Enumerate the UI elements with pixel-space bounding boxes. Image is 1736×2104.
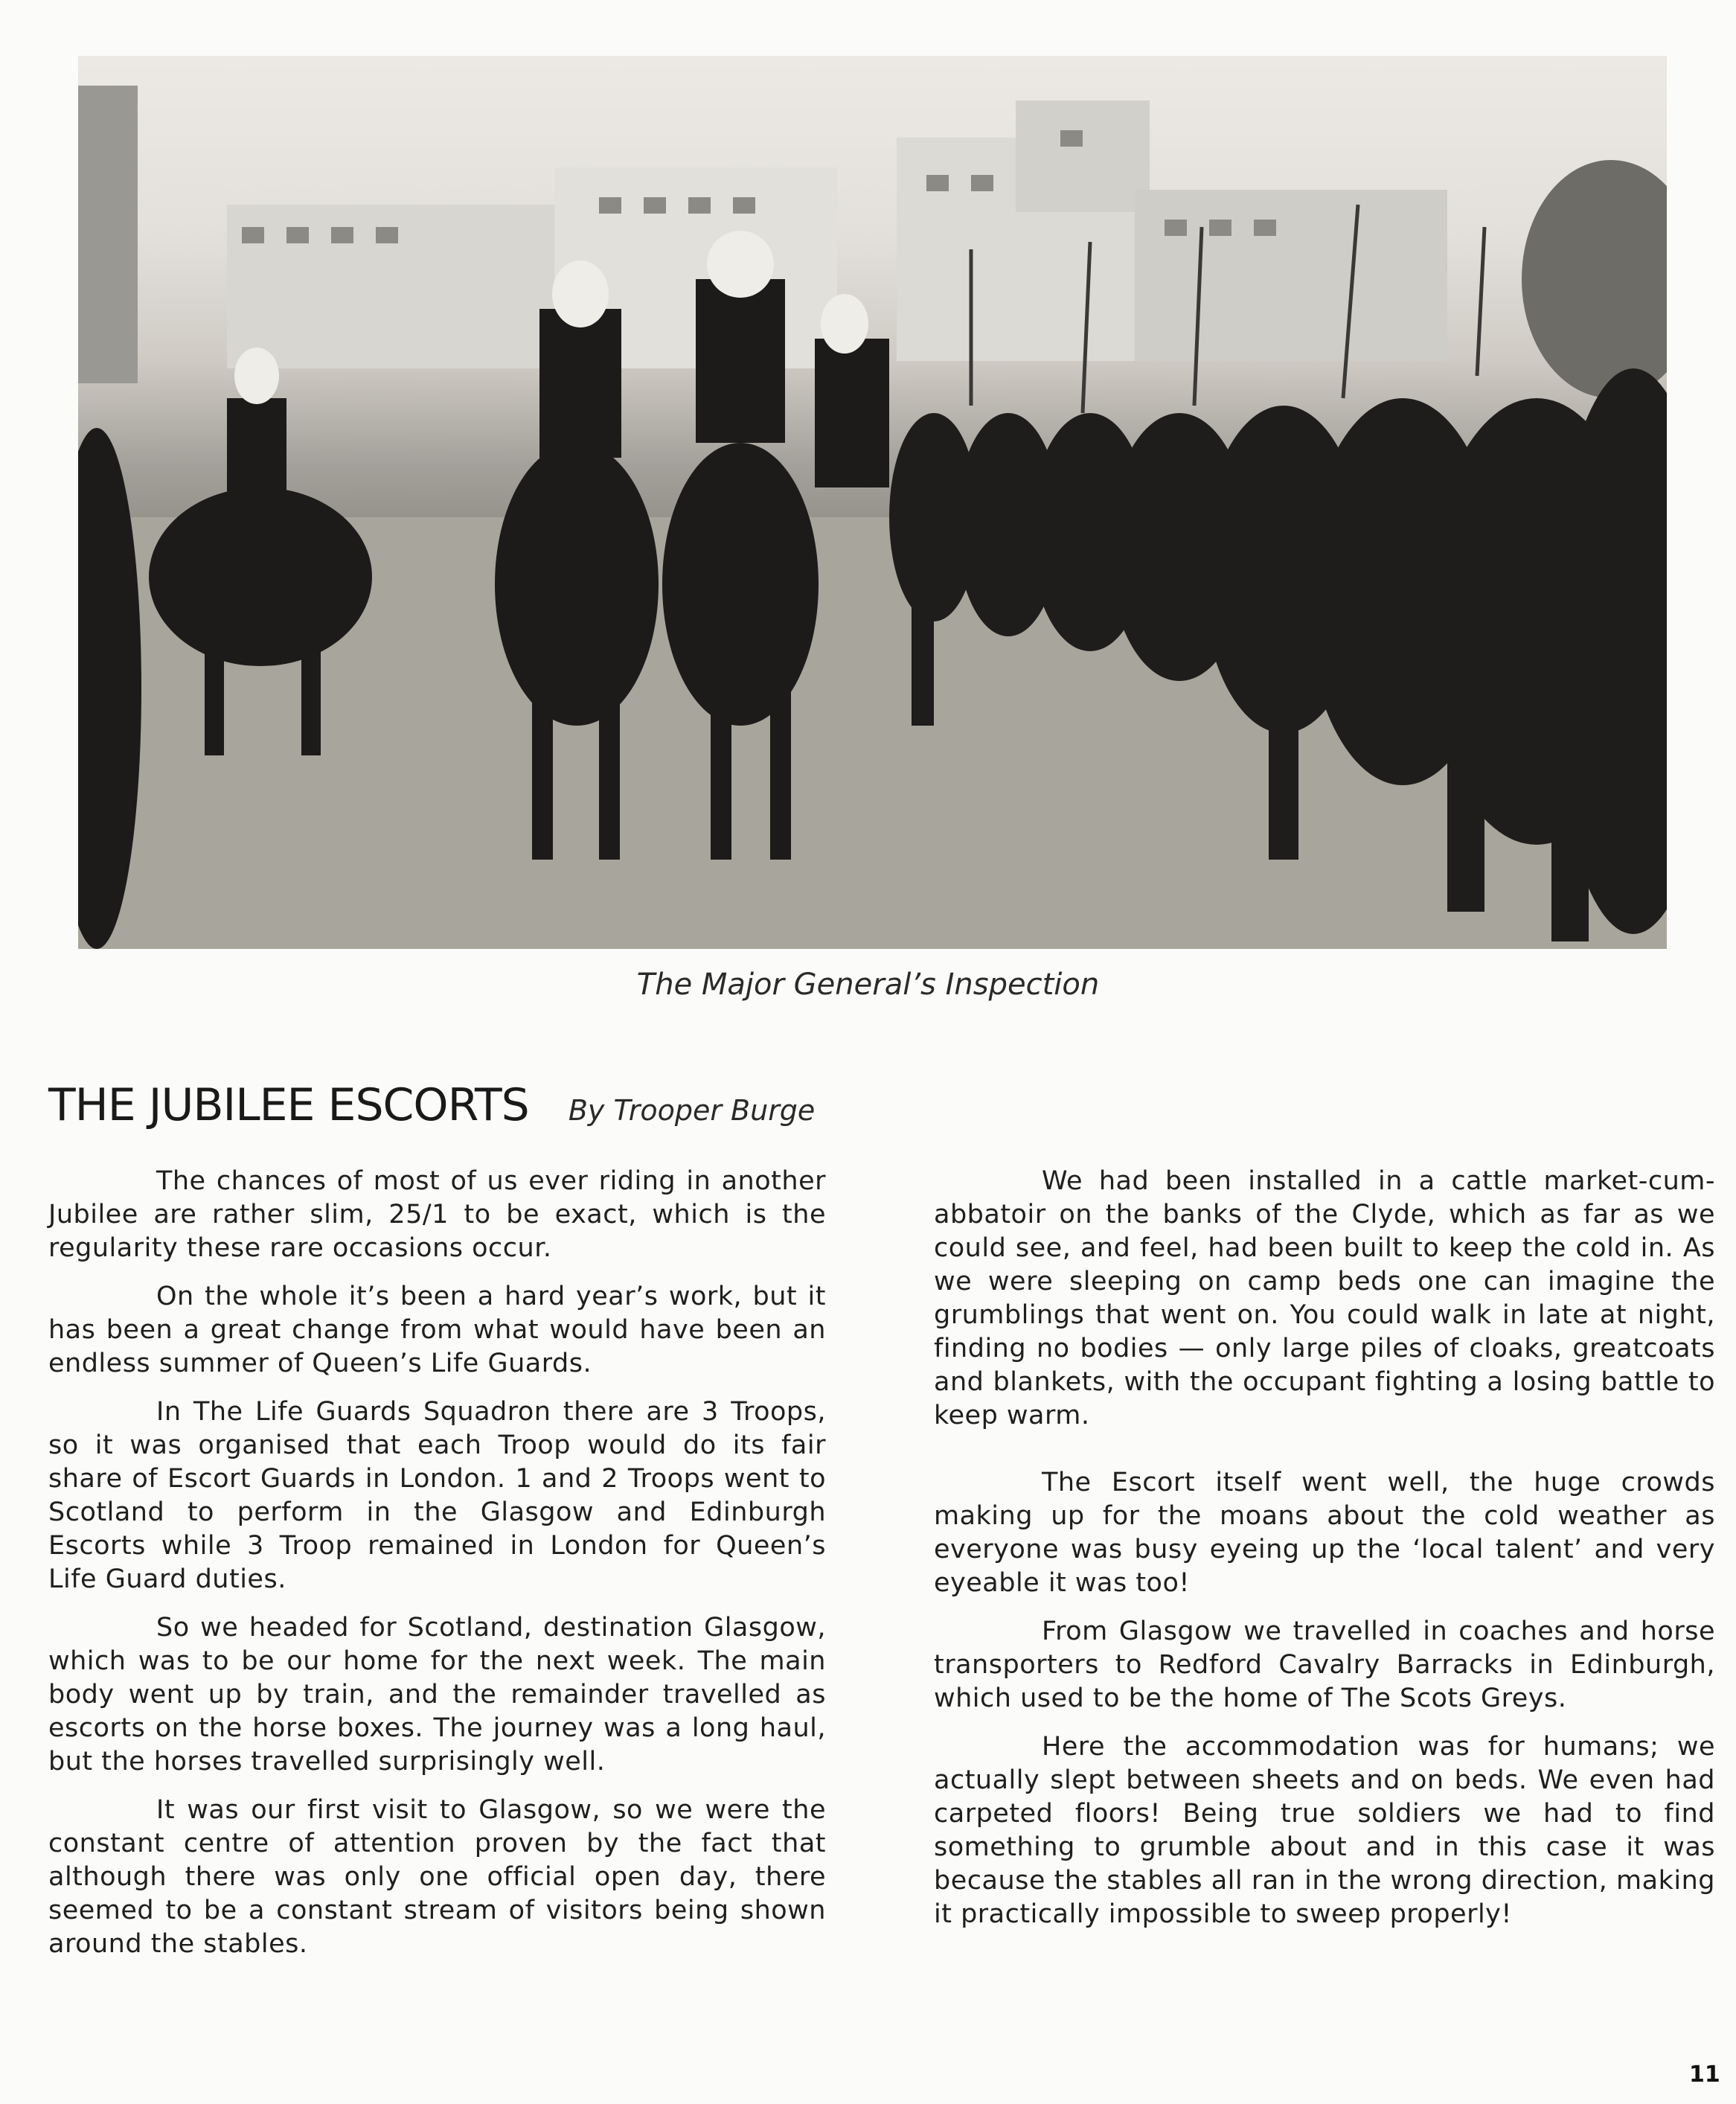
inspection-photo — [78, 56, 1667, 949]
article-title: THE JUBILEE ESCORTS — [48, 1079, 529, 1131]
article-heading — [48, 1079, 815, 1131]
photo-illustration — [78, 56, 1667, 949]
paragraph: On the whole it’s been a hard year’s work, but it has been a great change from what would have been an endless summer of Queen’s Life Guards. — [48, 1282, 826, 1378]
article-byline: By Trooper Burge — [568, 1094, 816, 1127]
paragraph: We had been installed in a cattle market-cum-abbatoir on the banks of the Clyde, which as far as we could see, and feel, had been built to keep the cold in. As we were sleeping on camp beds one can imagine the grumblings that went on. You could walk in late at night, finding no bodies — only large piles of cloaks, greatcoats and blankets, with the occupant fighting a losing battle to keep warm. — [934, 1166, 1715, 1430]
paragraph: Here the accommodation was for humans; we actually slept between sheets and on beds. We even had carpeted floors! Being true soldiers we had to find something to grumble about and in this case it was because the stables all ran in the wrong direction, making it practically impossible to sweep properly! — [934, 1732, 1715, 1929]
paragraph: The chances of most of us ever riding in another Jubilee are rather slim, 25/1 to be exact, which is the regularity these rare occasions occur. — [48, 1166, 826, 1263]
paragraph: The Escort itself went well, the huge crowds making up for the moans about the cold weather as everyone was busy eyeing up the ‘local talent’ and very eyeable it was too! — [934, 1468, 1715, 1598]
paragraph: So we headed for Scotland, destination Glasgow, which was to be our home for the next week. The main body went up by train, and the remainder travelled as escorts on the horse boxes. The journey was a long haul, but the horses travelled surprisingly well. — [48, 1613, 826, 1777]
left-column — [48, 1165, 826, 1976]
paragraph: From Glasgow we travelled in coaches and horse transporters to Redford Cavalry Barracks in Edinburgh, which used to be the home of The Scots Greys. — [934, 1617, 1715, 1713]
paragraph: It was our first visit to Glasgow, so we were the constant centre of attention proven by the fact that although there was only one official open day, there seemed to be a constant stream of visitors being shown around the stables. — [48, 1795, 826, 1959]
page-number: 11 — [1689, 2062, 1720, 2088]
photo-caption: The Major General’s Inspection — [636, 968, 1100, 1002]
paragraph: In The Life Guards Squadron there are 3 Troops, so it was organised that each Troop would do its fair share of Escort Guards in London. 1 and 2 Troops went to Scotland to perform in the Glasgow and Edinburgh Escorts while 3 Troop remained in London for Queen’s Life Guard duties. — [48, 1397, 826, 1594]
right-column — [934, 1165, 1715, 1946]
